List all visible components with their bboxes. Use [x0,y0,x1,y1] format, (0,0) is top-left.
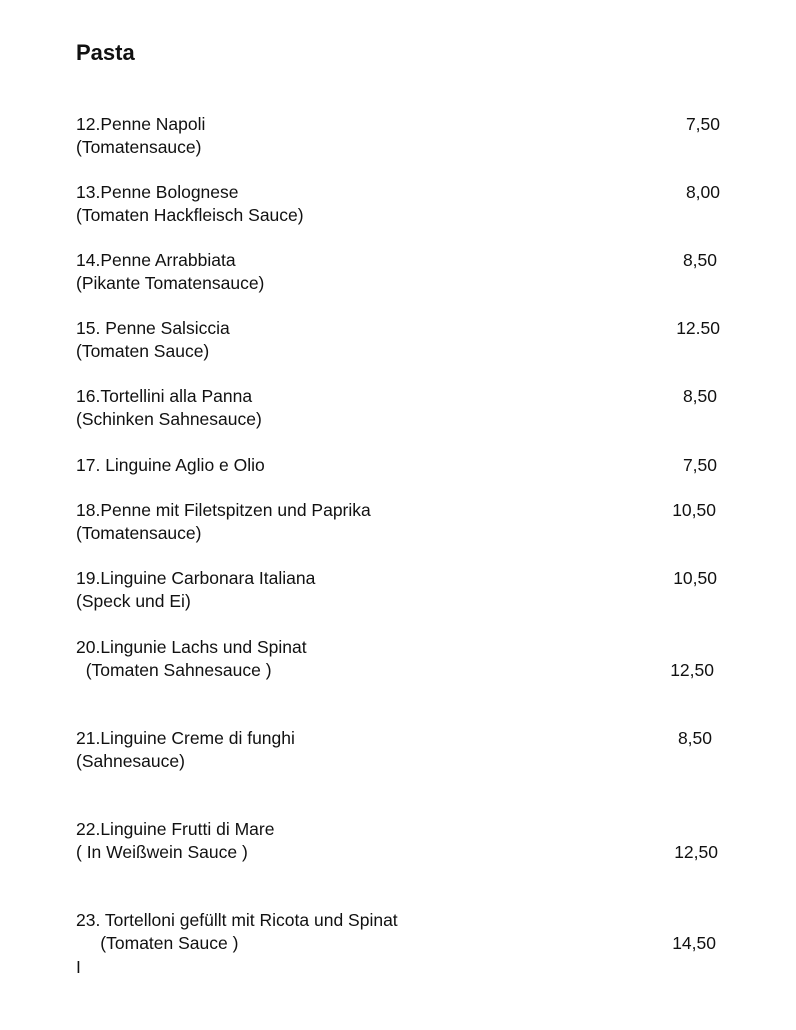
menu-item-name: 23. Tortelloni gefüllt mit Ricota und Spinat [76,910,398,930]
menu-item-price: 14,50 [672,933,716,953]
menu-item-name: 17. Linguine Aglio e Olio [76,455,265,475]
menu-item-name: 18.Penne mit Filetspitzen und Paprika [76,500,371,520]
menu-item-name: 16.Tortellini alla Panna [76,386,253,406]
menu-item-description: (Speck und Ei) [76,591,191,611]
menu-item-12 [76,113,736,159]
menu-item-price: 8,00 [685,182,720,202]
menu-item-price: 7,50 [682,455,717,475]
menu-item-description: (Tomatensauce) [76,137,202,157]
menu-item-description: (Tomaten Sahnesauce ) [76,660,272,680]
menu-item-price: 7,50 [685,114,720,134]
menu-item-22 [76,818,736,864]
menu-item-price: 8,50 [682,386,717,406]
menu-item-name: 19.Linguine Carbonara Italiana [76,568,316,588]
menu-item-17 [76,454,736,477]
page-title: Pasta [76,40,135,65]
menu-item-price: 12,50 [674,842,718,862]
menu-item-description: (Schinken Sahnesauce) [76,409,262,429]
menu-item-name: 12.Penne Napoli [76,114,206,134]
menu-item-13 [76,181,736,227]
menu-item-name: 21.Linguine Creme di funghi [76,728,295,748]
menu-item-16 [76,385,736,431]
menu-item-14 [76,249,736,295]
menu-item-description: (Pikante Tomatensauce) [76,273,265,293]
menu-item-name: 13.Penne Bolognese [76,182,239,202]
menu-item-20 [76,636,736,682]
menu-item-price: 10,50 [673,568,717,588]
menu-item-18 [76,499,736,545]
menu-item-price: 12.50 [676,318,720,338]
menu-item-description: (Tomaten Sauce) [76,341,210,361]
menu-item-description: (Tomatensauce) [76,523,202,543]
menu-item-21 [76,727,736,773]
menu-item-15 [76,317,736,363]
menu-item-23 [76,909,736,955]
menu-item-description: ( In Weißwein Sauce ) [76,842,248,862]
menu-item-description: (Sahnesauce) [76,751,185,771]
trailing-text-mark: I [76,957,81,977]
menu-item-19 [76,567,736,613]
menu-item-price: 12,50 [670,660,714,680]
menu-item-price: 10,50 [672,500,716,520]
menu-item-name: 15. Penne Salsiccia [76,318,230,338]
menu-item-price: 8,50 [677,728,712,748]
menu-item-name: 20.Lingunie Lachs und Spinat [76,637,307,657]
menu-item-name: 22.Linguine Frutti di Mare [76,819,275,839]
menu-item-price: 8,50 [682,250,717,270]
menu-item-description: (Tomaten Sauce ) [76,933,239,953]
menu-item-name: 14.Penne Arrabbiata [76,250,236,270]
menu-item-description: (Tomaten Hackfleisch Sauce) [76,205,304,225]
